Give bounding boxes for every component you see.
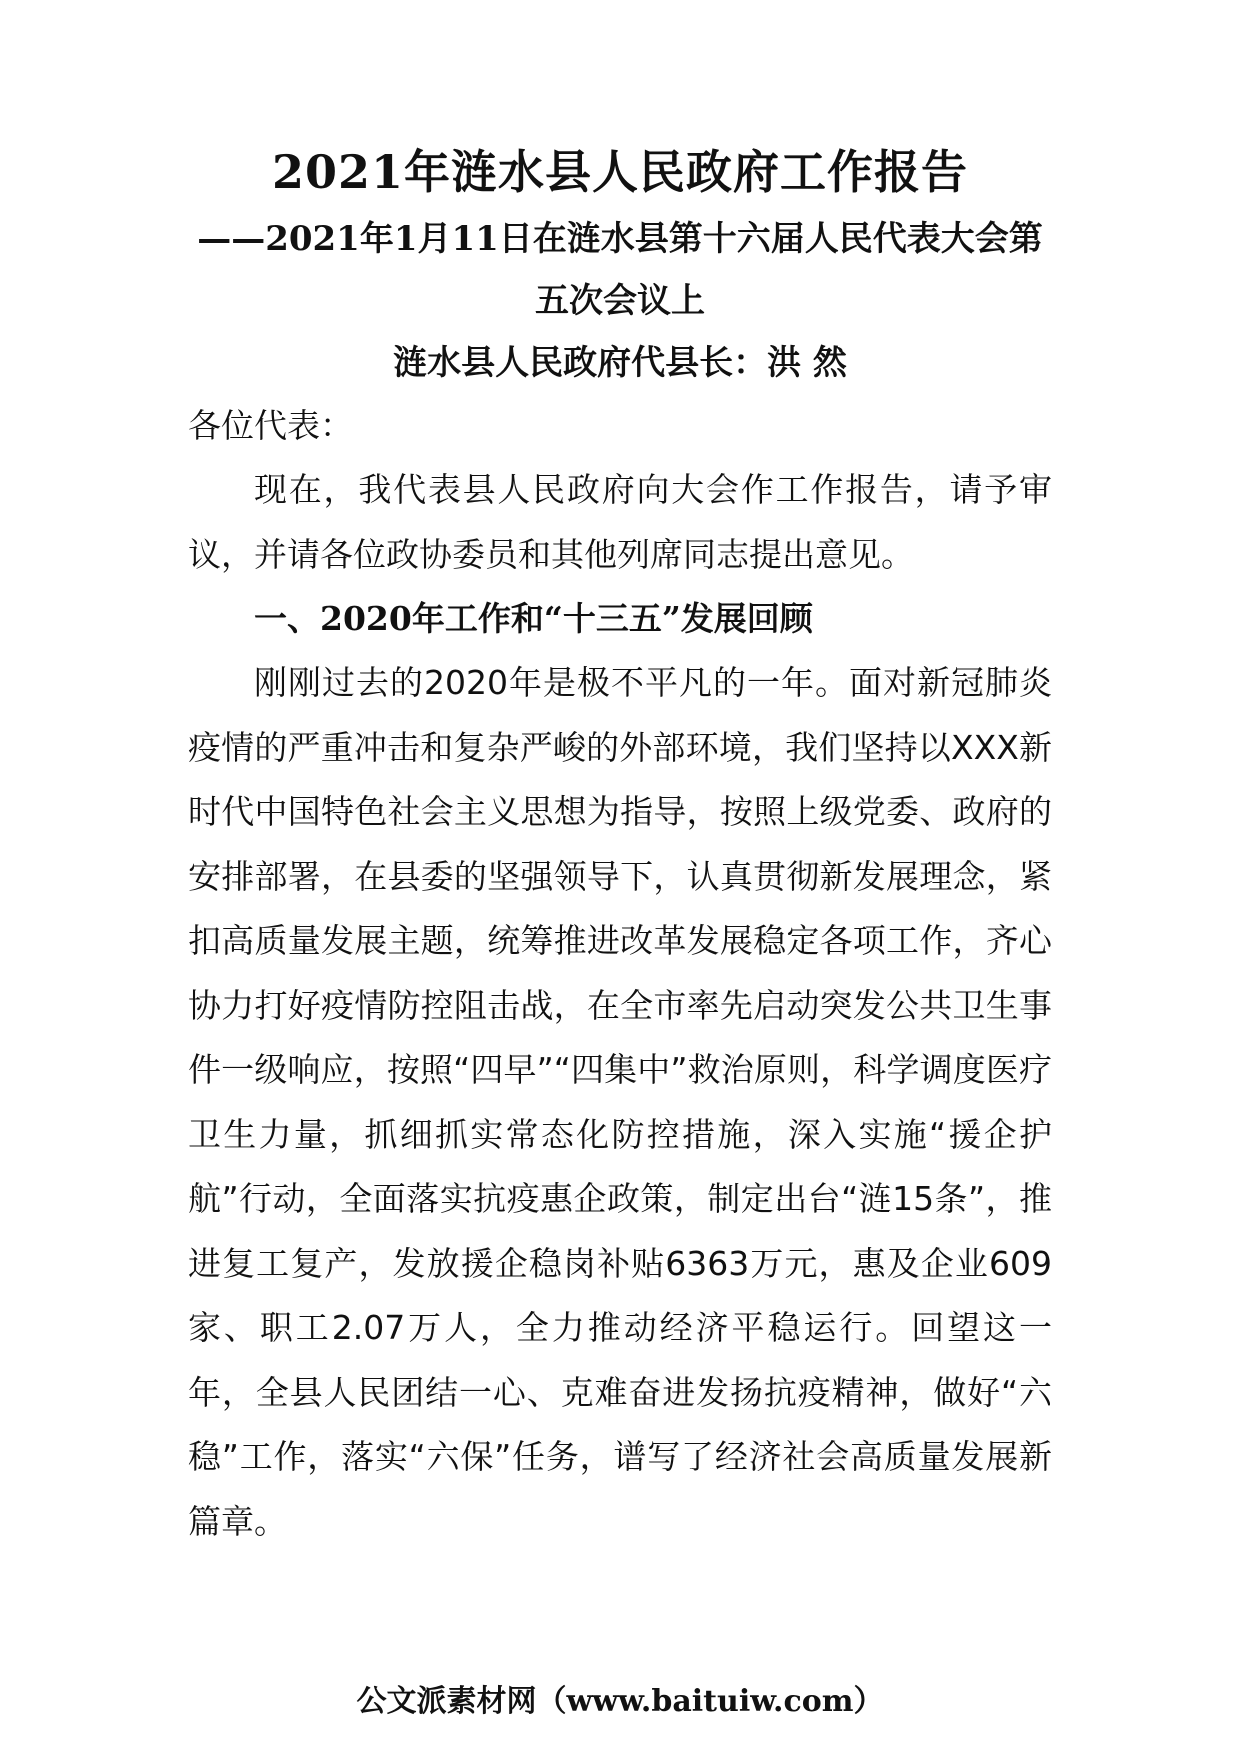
salutation: 各位代表： (188, 406, 353, 445)
document-page (188, 140, 1052, 1554)
document-subtitle: ——2021年1月11日在涟水县第十六届人民代表大会第五次会议上 (197, 219, 1043, 321)
document-title: 2021年涟水县人民政府工作报告 (271, 145, 969, 199)
intro-paragraph: 现在，我代表县人民政府向大会作工作报告，请予审议，并请各位政协委员和其他列席同志提出意见。 (188, 470, 1052, 574)
document-author: 涟水县人民政府代县长：洪 然 (393, 343, 847, 383)
body-paragraph: 刚刚过去的2020年是极不平凡的一年。面对新冠肺炎疫情的严重冲击和复杂严峻的外部环境，我们坚持以XXX新时代中国特色社会主义思想为指导，按照上级党委、政府的安排部署，在县委的坚强领导下，认真贯彻新发展理念，紧扣高质量发展主题，统筹推进改革发展稳定各项工作，齐心协力打好疫情防控阻击战，在全市率先启动突发公共卫生事件一级响应，按照“四早”“四集中”救治原则，科学调度医疗卫生力量，抓细抓实常态化防控措施，深入实施“援企护航”行动，全面落实抗疫惠企政策，制定出台“涟15条”，推进复工复产，发放援企稳岗补贴6363万元，惠及企业609家、职工2.07万人，全力推动经济平稳运行。回望这一年，全县人民团结一心、克难奋进发扬抗疫精神，做好“六稳”工作，落实“六保”任务，谱写了经济社会高质量发展新篇章。 (188, 663, 1052, 1541)
footer-watermark: 公文派素材网（www.baituiw.com） (356, 1684, 884, 1719)
section-heading: 一、2020年工作和“十三五”发展回顾 (254, 599, 813, 638)
